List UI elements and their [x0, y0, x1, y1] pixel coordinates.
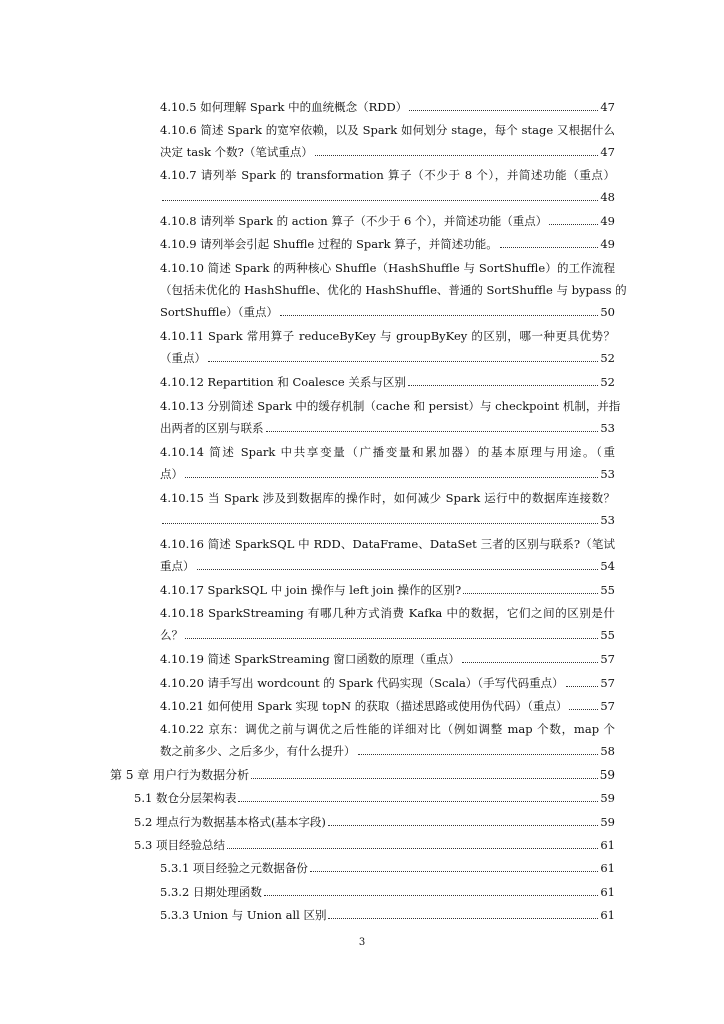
toc-entry[interactable] [160, 881, 615, 903]
toc-entry[interactable] [160, 119, 615, 163]
toc-entry[interactable] [160, 441, 615, 485]
toc-section[interactable] [134, 834, 615, 856]
toc-entry-line: 4.10.16 简述 SparkSQL 中 RDD、DataFrame、DataSet 三者的区别与联系?（笔试 [160, 537, 615, 551]
toc-entry-line: 4.10.10 简述 Spark 的两种核心 Shuffle（HashShuffle 与 SortShuffle）的工作流程 [160, 261, 615, 275]
toc-entry-title: 4.10.8 请列举 Spark 的 action 算子（不少于 6 个），并简述功能（重点） [160, 214, 548, 228]
toc-entry[interactable] [160, 210, 615, 232]
toc-entry-line: 4.10.22 京东：调优之前与调优之后性能的详细对比（例如调整 map 个数，map 个 [160, 722, 615, 736]
toc-entry-title: 数之前多少、之后多少，有什么提升） [160, 744, 356, 758]
toc-page-number: 57 [600, 676, 615, 690]
toc-page-number: 47 [600, 145, 615, 159]
toc-page-number: 61 [600, 861, 615, 875]
toc-entry-title: 5.1 数仓分层架构表 [134, 791, 237, 805]
toc-entry-title: 5.2 埋点行为数据基本格式(基本字段) [134, 815, 326, 829]
toc-entry-title: SortShuffle）（重点） [160, 305, 279, 319]
toc-entry[interactable] [160, 602, 615, 646]
toc-page-number: 53 [600, 467, 615, 481]
toc-entry[interactable] [160, 533, 615, 577]
toc-page-number: 58 [600, 744, 615, 758]
toc-page-number: 57 [600, 699, 615, 713]
toc-entry[interactable] [160, 579, 615, 601]
toc-entry-title: 决定 task 个数?（笔试重点） [160, 145, 313, 159]
toc-entry-line: 4.10.11 Spark 常用算子 reduceByKey 与 groupByKey 的区别，哪一种更具优势？ [160, 329, 615, 343]
toc-entry-title: 4.10.9 请列举会引起 Shuffle 过程的 Spark 算子，并简述功能。 [160, 237, 498, 251]
toc-entry[interactable] [160, 904, 615, 926]
toc-page-number: 61 [600, 885, 615, 899]
toc-page-number: 47 [600, 100, 615, 114]
toc-entry[interactable] [160, 233, 615, 255]
toc-page-number: 55 [600, 583, 615, 597]
toc-entry[interactable] [160, 648, 615, 670]
toc-entry[interactable] [160, 96, 615, 118]
toc-entry-title: 5.3.1 项目经验之元数据备份 [160, 861, 308, 875]
toc-entry-line: 4.10.14 简述 Spark 中共享变量（广播变量和累加器）的基本原理与用途。（重 [160, 445, 615, 459]
toc-section[interactable] [134, 811, 615, 833]
toc-entry[interactable] [160, 718, 615, 762]
toc-entry-title: 5.3 项目经验总结 [134, 838, 225, 852]
toc-entry-title: 第 5 章 用户行为数据分析 [110, 768, 250, 782]
toc-page-number: 59 [599, 768, 615, 782]
toc-chapter[interactable] [110, 764, 615, 786]
toc-entry-title: 4.10.17 SparkSQL 中 join 操作与 left join 操作的区别? [160, 583, 462, 597]
toc-page-number: 52 [600, 375, 615, 389]
toc-entry[interactable] [160, 672, 615, 694]
toc-entry-title: 么？ [160, 628, 183, 642]
toc-entry-line: 4.10.13 分别简述 Spark 中的缓存机制（cache 和 persist）与 checkpoint 机制，并指 [160, 399, 621, 413]
toc-entry-title: 4.10.20 请手写出 wordcount 的 Spark 代码实现（Scala）（手写代码重点） [160, 676, 564, 690]
toc-page-number: 54 [600, 559, 615, 573]
toc-entry[interactable] [160, 487, 615, 531]
toc-entry-title: 4.10.19 简述 SparkStreaming 窗口函数的原理（重点） [160, 652, 460, 666]
toc-entry[interactable] [160, 371, 615, 393]
toc-entry-title: 4.10.21 如何使用 Spark 实现 topN 的获取（描述思路或使用伪代码）（重点） [160, 699, 568, 713]
toc-page-number: 52 [600, 351, 615, 365]
toc-entry-title: 4.10.12 Repartition 和 Coalesce 关系与区别 [160, 375, 406, 389]
toc-page-number: 53 [600, 513, 615, 527]
page-number: 3 [358, 937, 366, 948]
toc-page-number: 49 [600, 214, 615, 228]
toc-page-number: 48 [600, 190, 615, 204]
toc-entry-line: 4.10.15 当 Spark 涉及到数据库的操作时，如何减少 Spark 运行中的数据库连接数？ [160, 491, 615, 505]
toc-page-number: 53 [600, 421, 615, 435]
toc-entry-line: （包括未优化的 HashShuffle、优化的 HashShuffle、普通的 SortShuffle 与 bypass 的 [160, 283, 627, 297]
toc-entry[interactable] [160, 325, 615, 369]
toc-page-number: 59 [600, 815, 615, 829]
toc-section[interactable] [134, 787, 615, 809]
toc-entry-line: 4.10.7 请列举 Spark 的 transformation 算子（不少于 8 个），并简述功能（重点） [160, 168, 615, 182]
toc-page-number: 61 [600, 838, 615, 852]
toc-entry[interactable] [160, 395, 621, 439]
toc-entry-title: 5.3.2 日期处理函数 [160, 885, 262, 899]
toc-page-number: 61 [600, 908, 615, 922]
toc-page-number: 50 [600, 305, 615, 319]
toc-entry[interactable] [160, 257, 627, 323]
toc-page-number: 59 [600, 791, 615, 805]
toc-entry-title: 点） [160, 467, 183, 481]
toc-page-number: 57 [600, 652, 615, 666]
toc-entry-title: 出两者的区别与联系 [160, 421, 264, 435]
toc-page-number: 49 [600, 237, 615, 251]
toc-entry-title: 4.10.5 如何理解 Spark 中的血统概念（RDD） [160, 100, 408, 114]
toc-entry-title: 重点） [160, 559, 195, 573]
toc-entry[interactable] [160, 164, 615, 208]
toc-entry-title: （重点） [160, 351, 206, 365]
toc-entry[interactable] [160, 857, 615, 879]
toc-entry-title: 5.3.3 Union 与 Union all 区别 [160, 908, 327, 922]
toc-page-number: 55 [600, 628, 615, 642]
toc-entry[interactable] [160, 695, 615, 717]
toc-entry-line: 4.10.18 SparkStreaming 有哪几种方式消费 Kafka 中的数据，它们之间的区别是什 [160, 606, 615, 620]
toc-entry-line: 4.10.6 简述 Spark 的宽窄依赖，以及 Spark 如何划分 stage，每个 stage 又根据什么 [160, 123, 615, 137]
